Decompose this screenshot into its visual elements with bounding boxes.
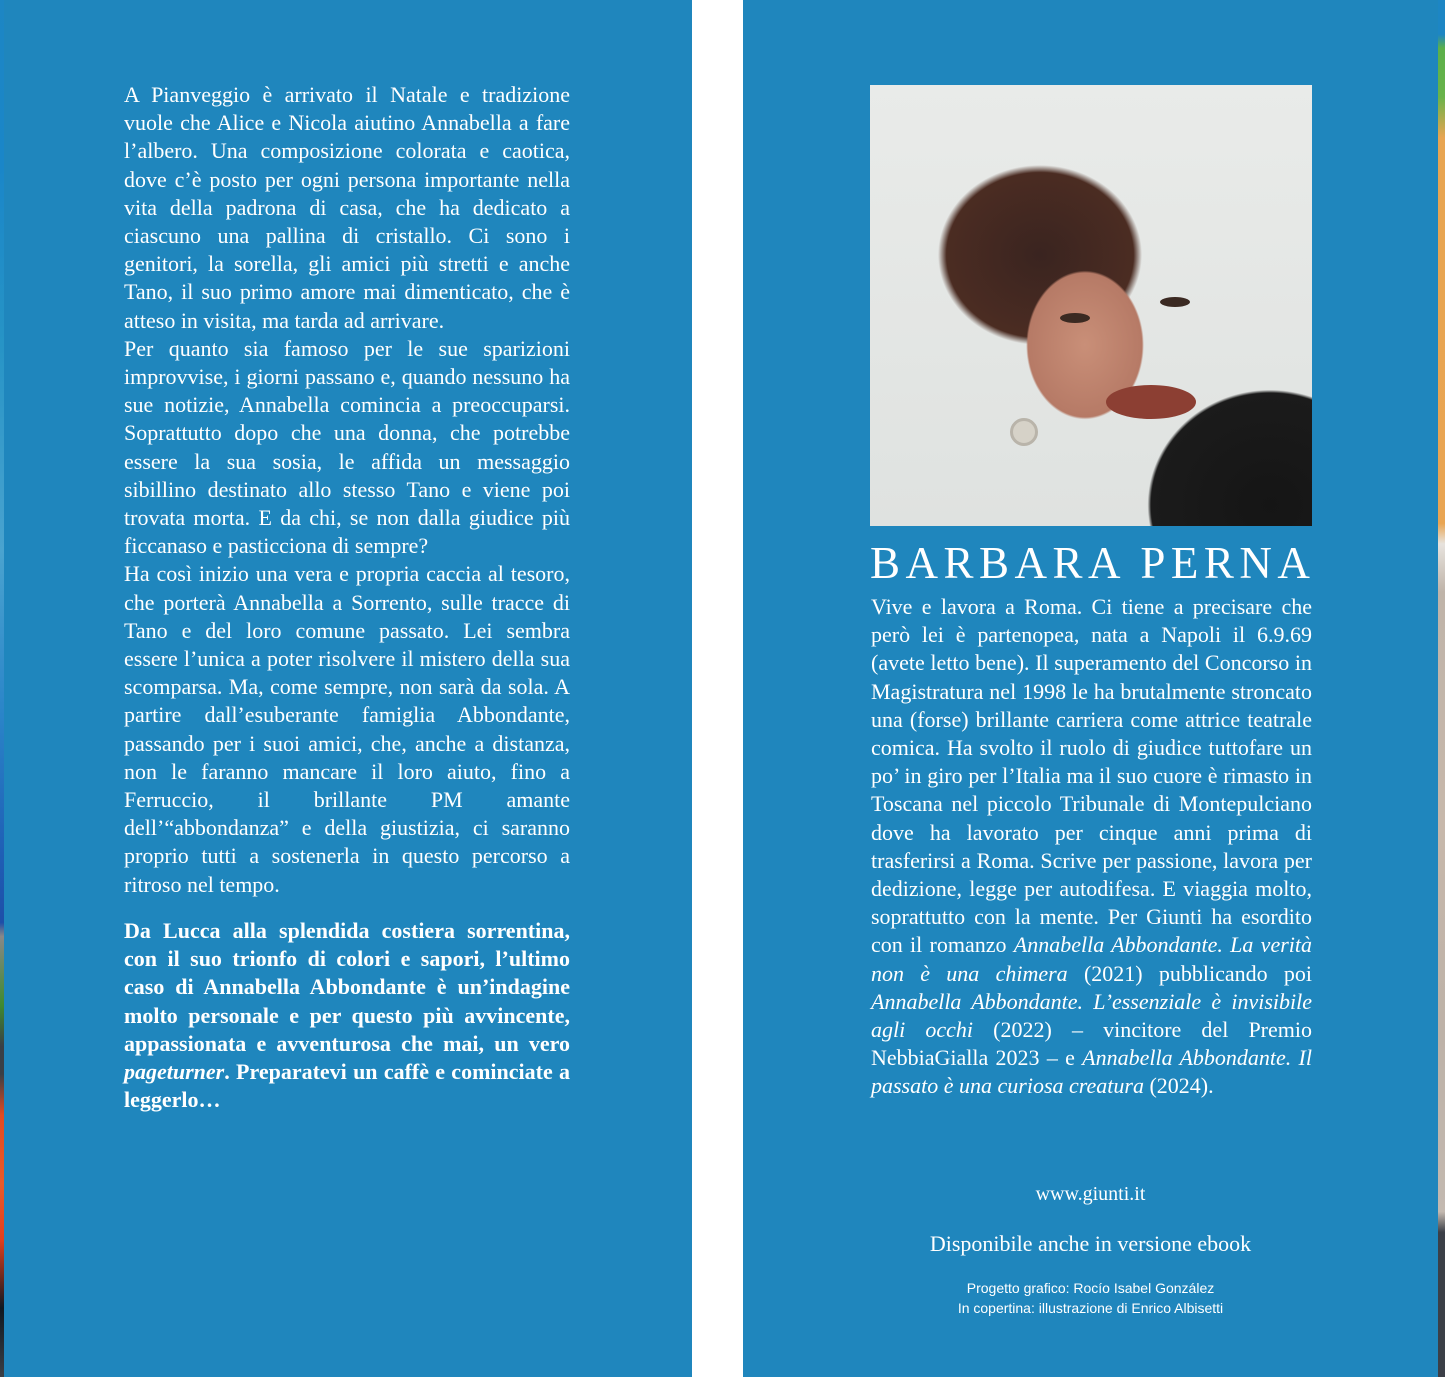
closing-italic: pageturner — [124, 1058, 225, 1084]
bio-text: (2024). — [1143, 1073, 1214, 1099]
synopsis-paragraph: A Pianveggio è arrivato il Natale e tradizione vuole che Alice e Nicola aiutino Annabella a fare l’albero. Una composizione colorata e caotica, dove c’è posto per ogni persona importante nella vita della padrona di casa, che ha dedicato a ciascuno una pallina di cristallo. Ci sono i genitori, la sorella, gli amici più stretti e anche Tano, il suo primo amore mai dimenticato, che è atteso in visita, ma tarda ad arrivare. — [124, 82, 570, 333]
front-cover-edge-right — [1438, 0, 1445, 1377]
closing-text-end: . Preparatevi un caffè e cominciate a leggerlo… — [124, 1058, 570, 1113]
synopsis-closing — [124, 917, 570, 1114]
credit-line-cover: In copertina: illustrazione di Enrico Albisetti — [957, 1300, 1224, 1316]
photo-eye-right — [1160, 297, 1190, 307]
bio-text: (2022) – vincitore del Premio NebbiaGialla 2023 – e — [871, 1017, 1312, 1071]
synopsis — [124, 81, 570, 1114]
photo-eye-left — [1060, 313, 1090, 323]
book-title: Annabella Abbondante. L’essenziale è invisibile agli occhi — [871, 988, 1312, 1043]
synopsis-paragraph: Per quanto sia famoso per le sue sparizioni improvvise, i giorni passano e, quando nessuno ha sue notizie, Annabella comincia a preoccuparsi. Soprattutto dopo che una donna, che potrebbe essere la sua sosia, le affida un messaggio sibillino destinato allo stesso Tano e viene poi trovata morta. E da chi, se non dalla giudice più ficcanaso e pasticciona di sempre? — [124, 335, 570, 559]
photo-lips — [1106, 385, 1196, 419]
publisher-website[interactable]: www.giunti.it — [1035, 1183, 1146, 1205]
author-bio — [871, 593, 1312, 1101]
bio-text: Vive e lavora a Roma. Ci tiene a precisare che però lei è partenopea, nata a Napoli il 6.9.69 (avete letto bene). Il superamento del Concorso in Magistratura nel 1998 le ha brutalmente stroncato una (forse) brillante carriera come attrice teatrale comica. Ha svolto il ruolo di giudice tuttofare un po’ in giro per l’Italia ma il suo cuore è rimasto in Toscana nel piccolo Tribunale di Montepulciano dove ha lavorato per cinque anni prima di trasferirsi a Roma. Scrive per passione, lavora per dedizione, legge per autodifesa. E viaggia molto, soprattutto con la mente. Per Giunti ha esordito con il romanzo — [871, 594, 1312, 958]
book-title: Annabella Abbondante. Il passato è una curiosa creatura — [871, 1045, 1312, 1099]
credits — [743, 1278, 1438, 1318]
book-title: Annabella Abbondante. La verità non è una chimera — [871, 932, 1312, 986]
author-photo — [870, 85, 1312, 526]
photo-earring — [1010, 418, 1038, 446]
synopsis-paragraph: Ha così inizio una vera e propria caccia al tesoro, che porterà Annabella a Sorrento, sulle tracce di Tano e del loro comune passato. Lei sembra essere l’unica a poter risolvere il mistero della sua scomparsa. Ma, come sempre, non sarà da sola. A partire dall’esuberante famiglia Abbondante, passando per i suoi amici, che, anche a distanza, non le faranno mancare il loro aiuto, fino a Ferruccio, il brillante PM amante dell’“abbondanza” e della giustizia, ci saranno proprio tutti a sostenerla in questo percorso a ritroso nel tempo. — [124, 561, 570, 897]
closing-text: Da Lucca alla splendida costiera sorrentina, con il suo trionfo di colori e sapori, l’ultimo caso di Annabella Abbondante è un’indagine molto personale e per questo più avvincente, appassionata e avventurosa che mai, un vero — [124, 917, 570, 1056]
author-name: BARBARA PERNA — [870, 538, 1316, 588]
ebook-note: Disponibile anche in versione ebook — [929, 1231, 1252, 1256]
bio-text: (2021) pubblicando poi — [1067, 960, 1312, 986]
bio-paragraph — [871, 593, 1312, 1101]
credit-line-design: Progetto grafico: Rocío Isabel González — [966, 1280, 1215, 1296]
